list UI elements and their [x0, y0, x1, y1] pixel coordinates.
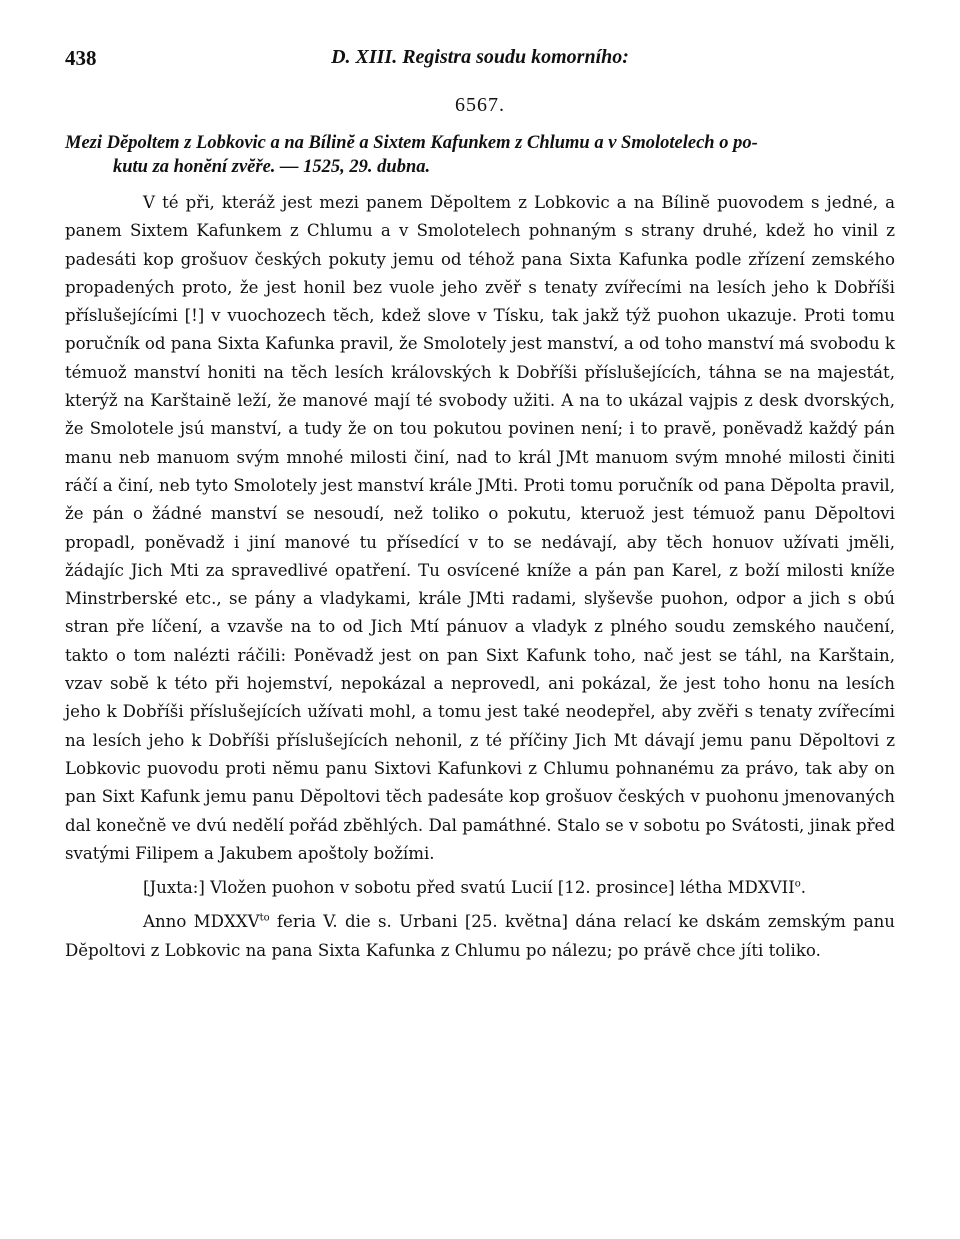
running-title: D. XIII. Registra soudu komorního: — [331, 46, 629, 68]
page-number: 438 — [65, 46, 97, 70]
anno-rest: feria V. die s. Urbani [25. května] dána relací ke dskám zemským panu Dĕpoltovi z Lobkovic na pana Sixta Kafunka z Chlumu po nálezu; po právĕ chce jíti toliko. — [65, 912, 895, 960]
document-body — [65, 189, 895, 965]
summary-line-1: Mezi Dĕpoltem z Lobkovic a na Bílinĕ a Sixtem Kafunkem z Chlumu a v Smolotelech o po- — [65, 133, 758, 153]
juxta-text: [Juxta:] Vložen puohon v sobotu před svatú Lucií [12. prosince] létha MDXVII — [143, 878, 795, 898]
document-summary — [65, 131, 895, 179]
juxta-end: . — [800, 878, 807, 898]
summary-line-2: kutu za honĕní zvĕře. — 1525, 29. dubna. — [113, 157, 431, 177]
document-page — [65, 40, 895, 965]
paragraph-main: V té při, kteráž jest mezi panem Dĕpoltem z Lobkovic a na Bílinĕ puovodem s jedné, a panem Sixtem Kafunkem z Chlumu a v Smolotelech pohnaným s strany druhé, kdež ho vinil z padesáti kop grošuov českých pokuty jemu od téhož pana Sixta Kafunka podle zřízení zemského propadených proto, že jest honil bez vuole jeho zvĕř s tenaty zvířecími na lesích jeho k Dobříši příslušejícími [!] v vuochozech tĕch, kdež slove v Tísku, tak jakž týž puohon ukazuje. Proti tomu poručník od pana Sixta Kafunka pravil, že Smolotely jest manství, a od toho manství má svobodu k témuož manství honiti na tĕch lesích královských k Dobříši příslušejících, táhna se na majestát, kterýž na Karštainĕ leží, že manové mají té svobody užiti. A na to ukázal vajpis z desk dvorských, že Smolotele jsú manství, a tudy že on tou pokutou povinen není; i to pravĕ, ponĕvadž každý pán manu neb manuom svým mnohé milosti činí, nad to král JMt manuom svým mnohé milosti činiti ráčí a činí, neb tyto Smolotely jest manství krále JMti. Proti tomu poručník od pana Dĕpolta pravil, že pán o žádné manství se nesoudí, než toliko o pokutu, kteruož jest témuož panu Dĕpoltovi propadl, ponĕvadž i jiní manové tu přísedící v to se nedávají, aby tĕch honuov užívati jmĕli, žádajíc Jich Mti za spravedlivé opatření. Tu osvícené kníže a pán pan Karel, z boží milosti kníže Minstrberské etc., se pány a vladykami, krále JMti radami, slyševše puohon, odpor a jich s obú stran pře líčení, a vzavše na to od Jich Mtí pánuov a vladyk z plného soudu zemského naučení, takto o tom nalézti ráčili: Ponĕvadž jest on pan Sixt Kafunk toho, nač jest se táhl, na Karštain, vzav sobĕ k této při hojemství, nepokázal a neprovedl, ani pokázal, že jest toho honu na lesích jeho k Dobříši příslušejících užívati mohl, a tomu jest také neodepřel, aby zvĕři s tenaty zvířecími na lesích jeho k Dobříši příslušejících nehonil, z té příčiny Jich Mt dávají jemu panu Dĕpoltovi z Lobkovic puovodu proti nĕmu panu Sixtovi Kafunkovi z Chlumu pohnanému za právo, tak aby on pan Sixt Kafunk jemu panu Dĕpoltovi tĕch padesáte kop grošuov českých v puohonu jmenovaných dal konečnĕ ve dvú nedĕlí pořád zbĕhlých. Dal památhné. Stalo se v sobotu po Svátosti, jinak před svatými Filipem a Jakubem apoštoly božími. — [65, 193, 895, 863]
anno-superscript: to — [259, 912, 270, 924]
anno-start: Anno MDXXV — [143, 912, 260, 932]
paragraph-juxta — [65, 874, 895, 902]
document-number: 6567. — [455, 94, 505, 116]
juxta-superscript: o — [794, 878, 801, 890]
paragraph-anno — [65, 908, 895, 965]
page-header — [65, 40, 895, 74]
